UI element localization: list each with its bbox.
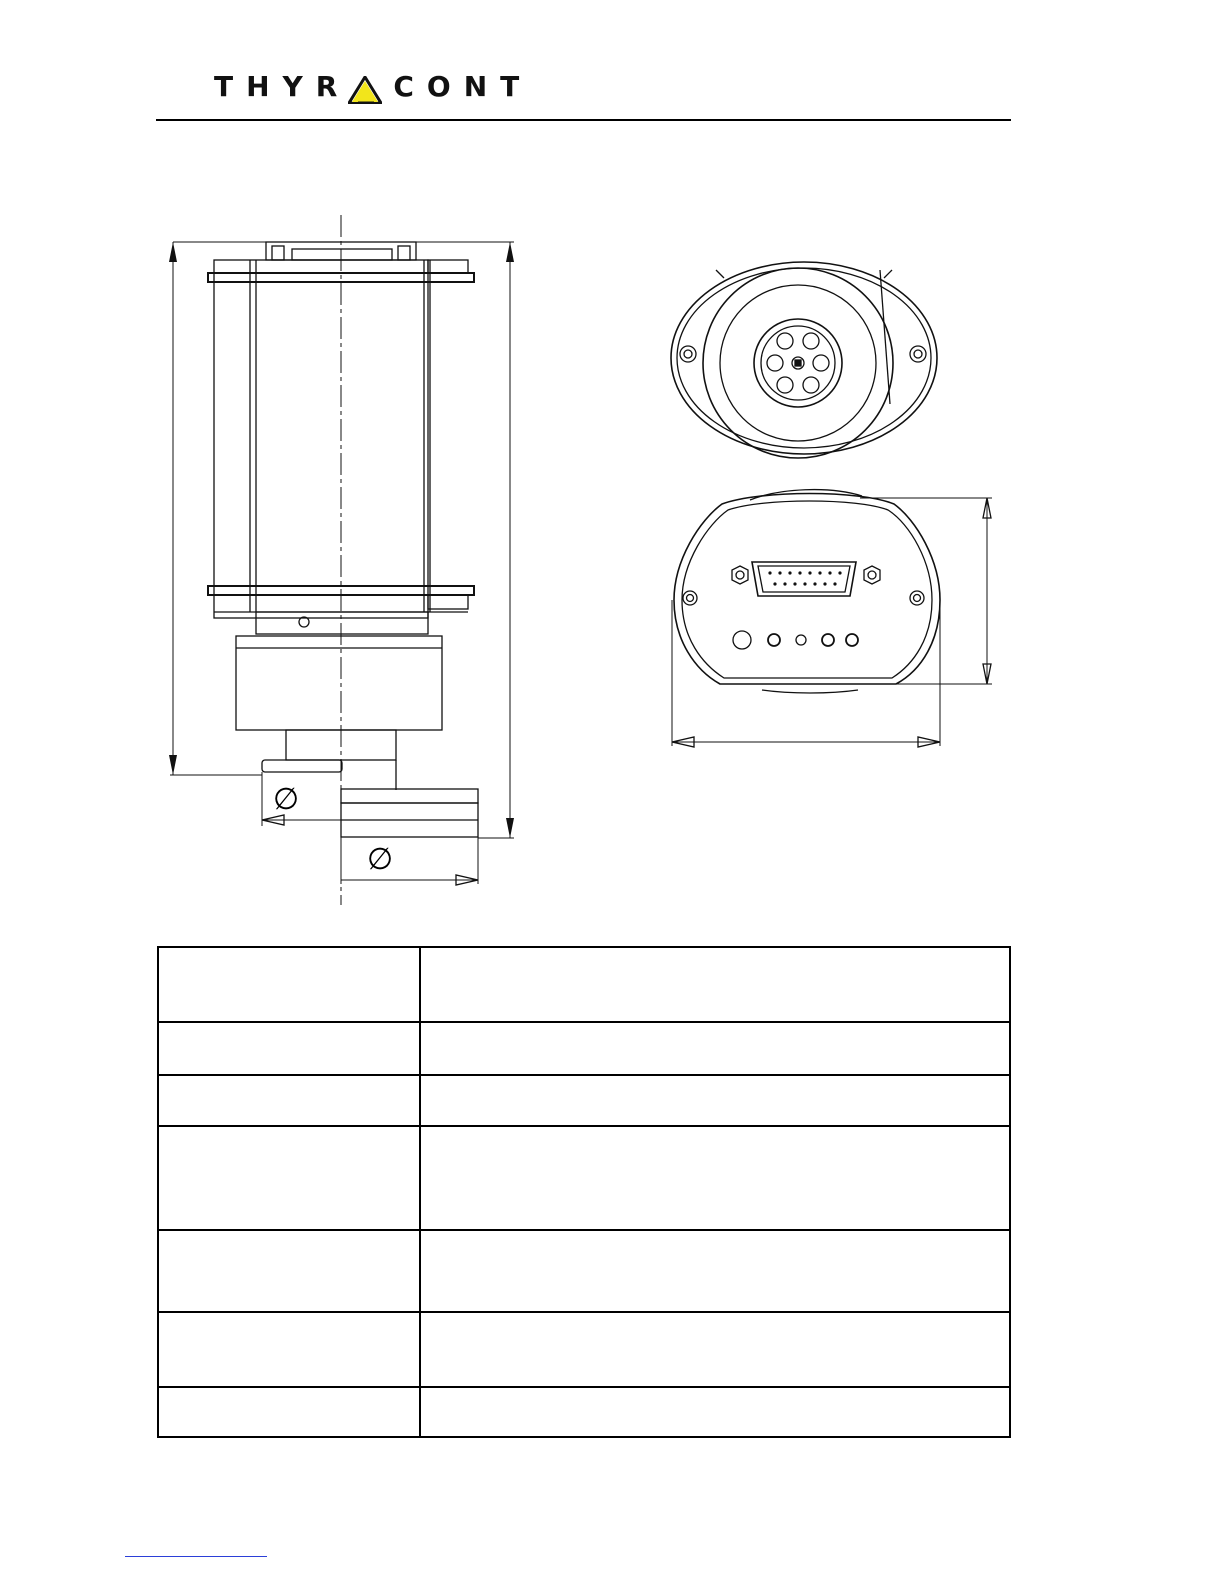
row-value [420,1022,1010,1075]
row-label [158,1312,420,1387]
table-row [158,1022,1010,1075]
row-label [158,1230,420,1312]
table-row [158,1387,1010,1437]
diameter-symbol-lower: ∅ [367,842,394,877]
row-value [420,947,1010,1022]
row-value [420,1075,1010,1126]
side-view [169,215,514,905]
rear-view [672,490,992,747]
row-value [420,1387,1010,1437]
row-label [158,947,420,1022]
top-view [671,262,937,458]
row-value [420,1312,1010,1387]
table-row [158,1075,1010,1126]
brand-name-right: CONT [393,70,533,103]
table-row [158,947,1010,1022]
table-row [158,1230,1010,1312]
table-row [158,1312,1010,1387]
brand-name-left: THYR [214,70,351,103]
spec-table [157,946,1011,1438]
diameter-symbol-upper: ∅ [273,782,300,817]
table-row [158,1126,1010,1230]
row-label [158,1387,420,1437]
footer-link[interactable] [125,1556,267,1557]
row-label [158,1022,420,1075]
row-value [420,1126,1010,1230]
row-value [420,1230,1010,1312]
row-label [158,1126,420,1230]
row-label [158,1075,420,1126]
